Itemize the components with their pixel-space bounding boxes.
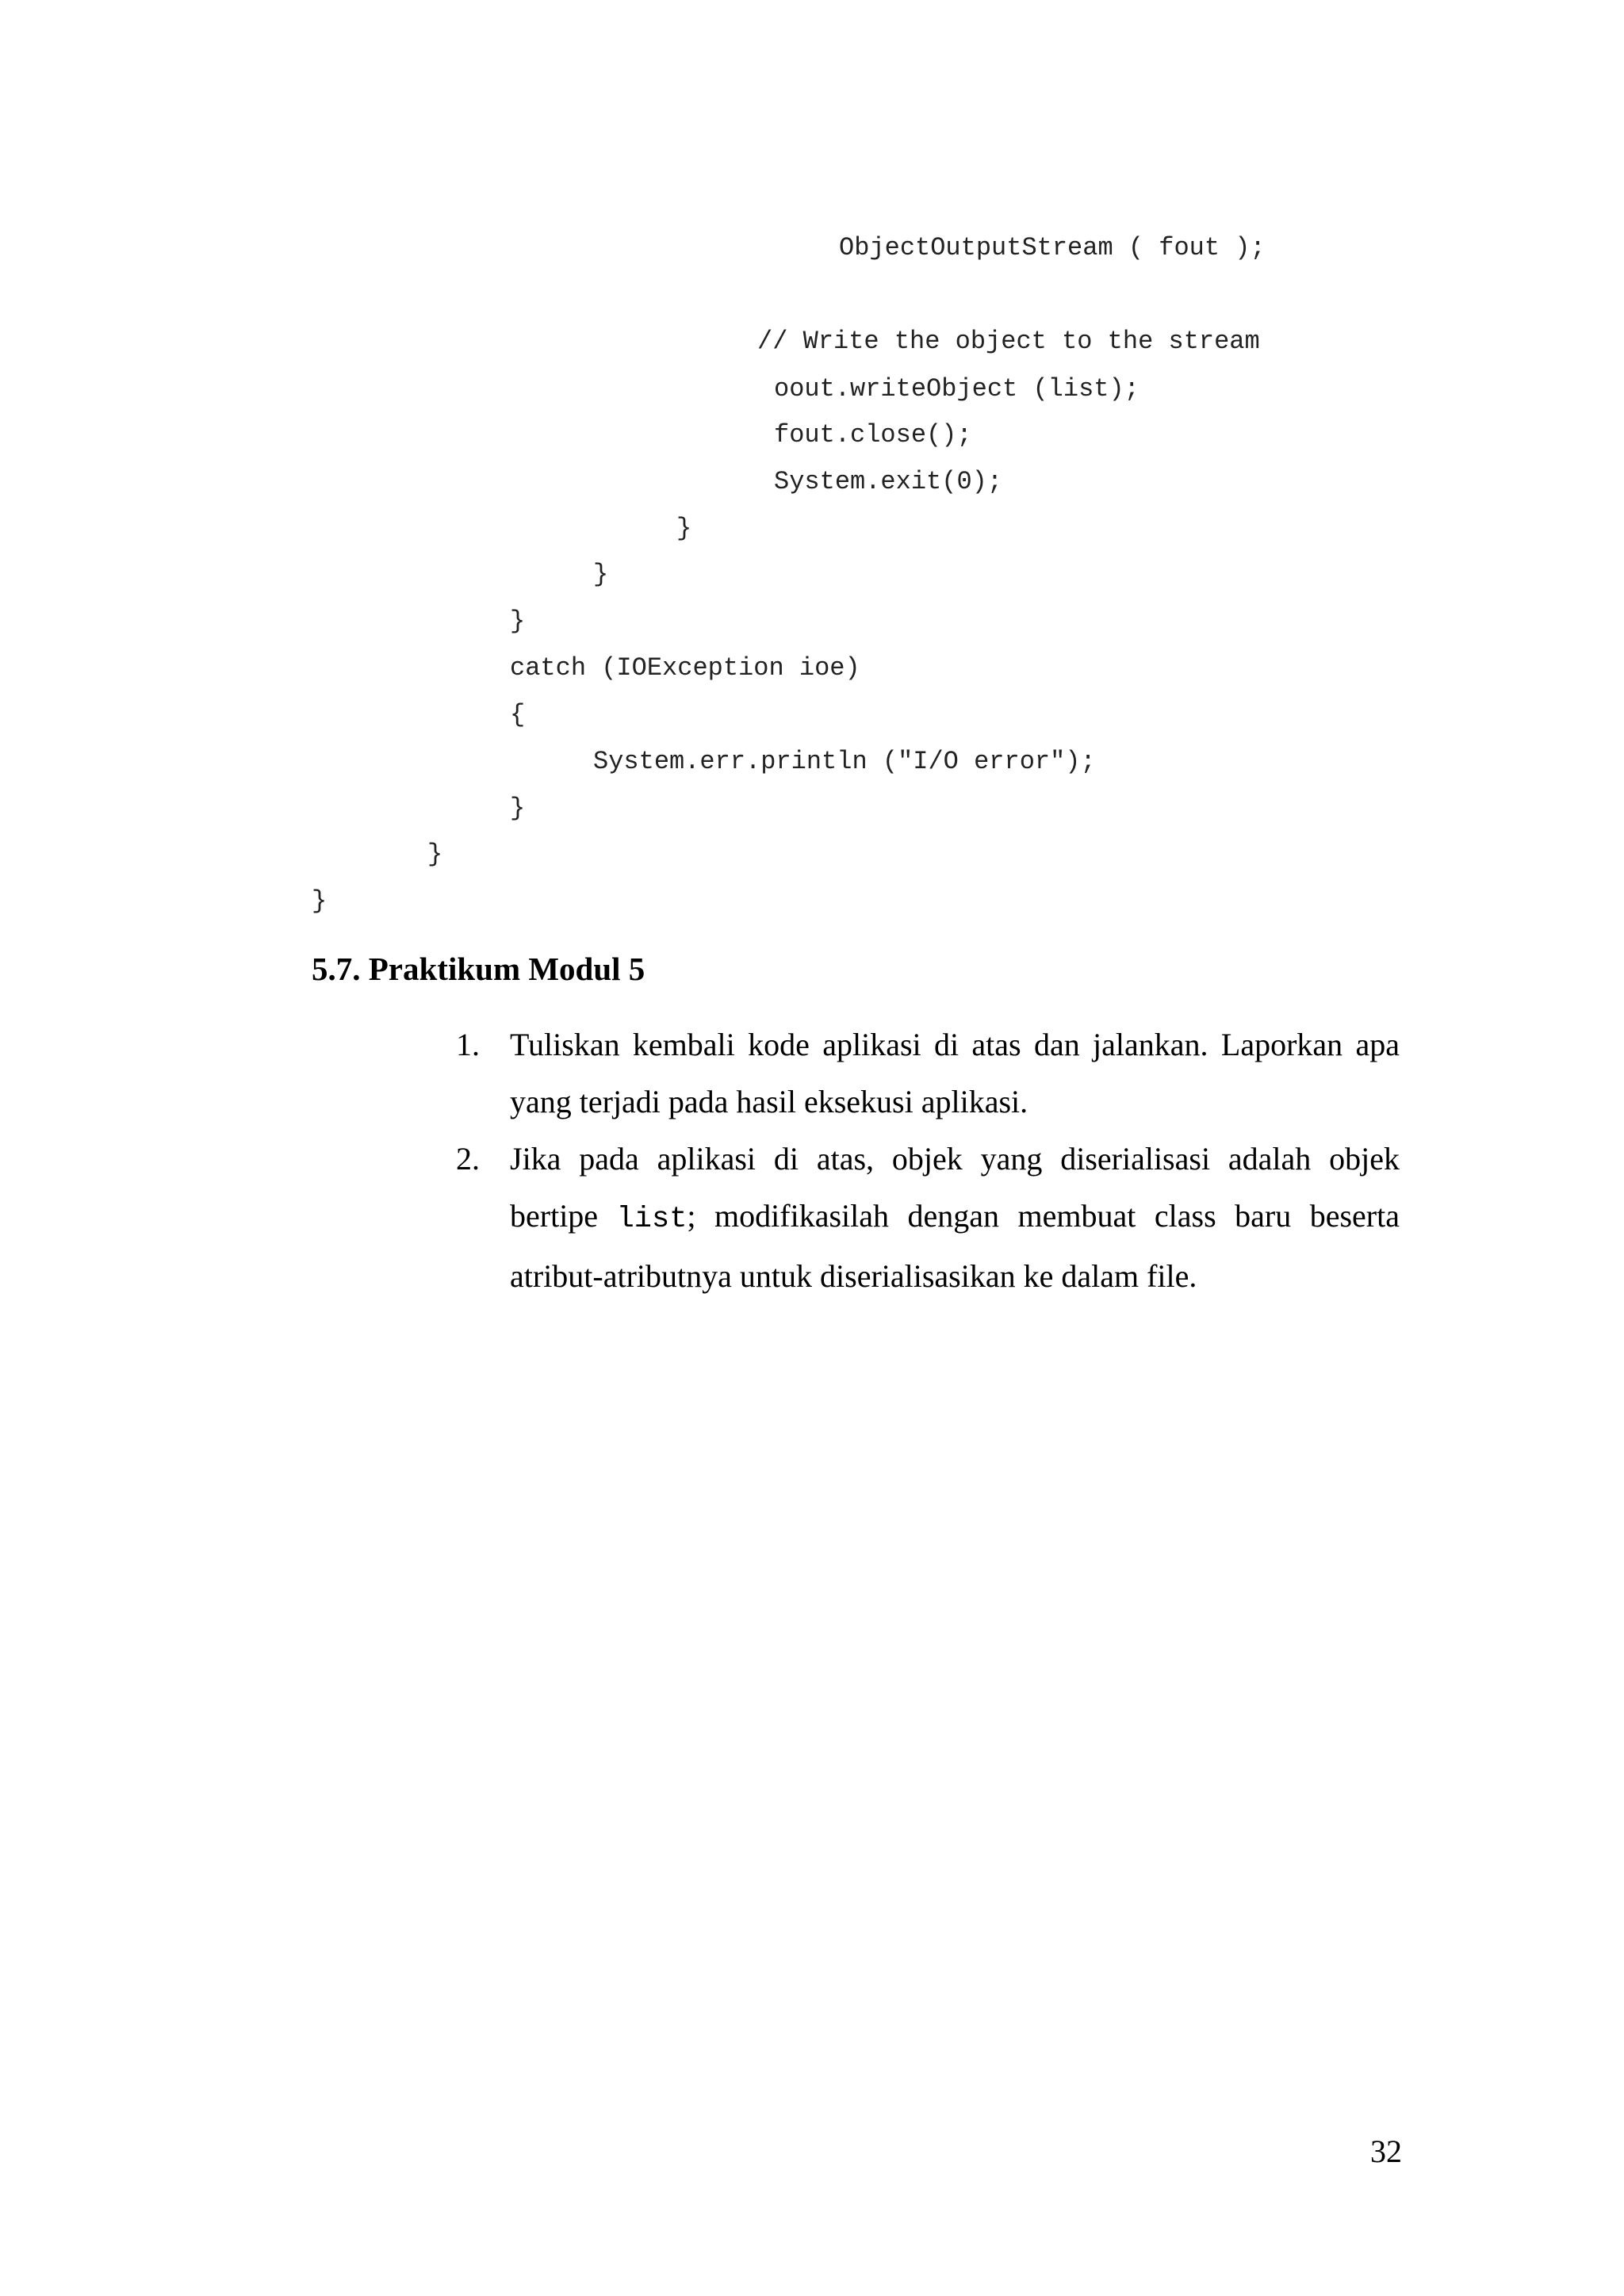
item-number: 2. [456, 1141, 480, 1177]
item-number: 1. [456, 1027, 480, 1062]
code-line: System.err.println ("I/O error"); [593, 747, 1096, 776]
code-line: fout.close(); [774, 420, 972, 450]
code-brace: } [676, 514, 692, 543]
code-brace: } [593, 560, 609, 589]
section-heading: 5.7. Praktikum Modul 5 [312, 951, 645, 987]
code-line: catch (IOException ioe) [510, 653, 860, 683]
inline-code: list [616, 1203, 688, 1236]
item-text-after: ; modifikasilah dengan membuat class baru beserta atribut-atributnya untuk diserialisasikan ke dalam file. [510, 1198, 1400, 1294]
page-number: 32 [1370, 2133, 1402, 2169]
code-brace: { [510, 700, 526, 729]
code-line: System.exit(0); [774, 467, 1003, 496]
item-text: Tuliskan kembali kode aplikasi di atas dan jalankan. Laporkan apa yang terjadi pada hasil eksekusi aplikasi. [510, 1027, 1400, 1119]
exercise-list [456, 1016, 1400, 1305]
code-brace: } [312, 886, 327, 916]
code-brace: } [510, 794, 526, 823]
code-line: ObjectOutputStream ( fout ); [839, 233, 1266, 262]
item-text-before: Jika pada aplikasi di atas, objek yang diserialisasi adalah objek bertipe [510, 1141, 1400, 1234]
code-brace: } [427, 840, 443, 869]
code-brace: } [510, 607, 526, 636]
code-line: oout.writeObject (list); [774, 374, 1139, 404]
code-comment: // Write the object to the stream [757, 327, 1260, 356]
list-item [456, 1131, 1400, 1305]
list-item [456, 1016, 1400, 1131]
